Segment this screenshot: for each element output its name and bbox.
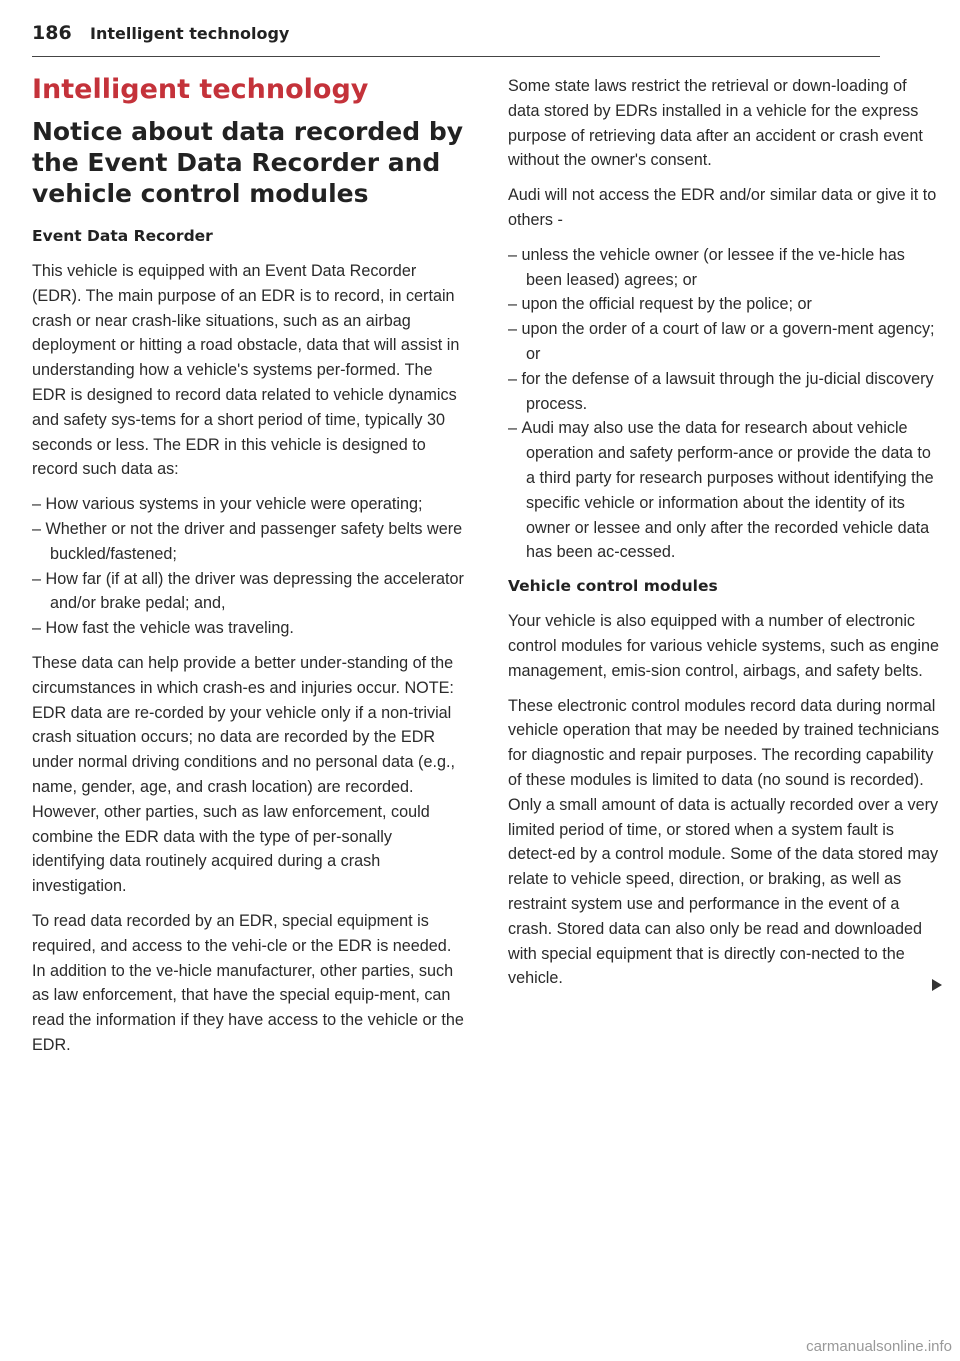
access-conditions-list — [508, 243, 942, 565]
edr-data-list — [32, 492, 466, 641]
right-column — [508, 74, 942, 1001]
edr-purpose-paragraph: These data can help provide a better under-standing of the circumstances in which crash-es and injuries occur. NOTE: EDR data are re-corded by your vehicle only if a non-trivial crash situation occurs; no data are recorded by the EDR under normal driving conditions and no personal data (e.g., name, gender, age, and crash location) are recorded. However, other parties, such as law enforcement, could combine the EDR data with the type of per-sonally identifying data routinely acquired during a crash investigation. — [32, 653, 455, 896]
list-item: – Audi may also use the data for research about vehicle operation and safety perform-ance or provide the data to a third party for research purposes without identifying the specific vehicle or information about the identity of its owner or lessee and only after the recorded vehicle data has been ac-cessed. — [508, 416, 942, 565]
vcm-intro-paragraph: Your vehicle is also equipped with a number of electronic control modules for various vehicle systems, such as engine management, emis-sion control, airbags, and safety belts. — [508, 612, 939, 680]
chapter-title: Intelligent technology — [32, 74, 369, 105]
list-item: – How fast the vehicle was traveling. — [32, 616, 466, 641]
edr-intro-paragraph: This vehicle is equipped with an Event Data Recorder (EDR). The main purpose of an EDR is to record, in certain crash or near crash-like situations, such as an airbag deployment or hitting a road obstacle, data that will assist in understanding how a vehicle's systems per-formed. The EDR is designed to record data related to vehicle dynamics and safety sys-tems for a short period of time, typically 30 seconds or less. The EDR in this vehicle is designed to record such data as: — [32, 262, 460, 479]
page-number: 186 — [32, 22, 72, 44]
list-item: – for the defense of a lawsuit through the ju-dicial discovery process. — [508, 367, 942, 417]
list-item: – upon the official request by the police; or — [508, 292, 942, 317]
watermark: carmanualsonline.info — [806, 1338, 952, 1355]
left-column — [32, 74, 466, 1068]
continued-arrow-icon — [932, 979, 942, 991]
list-item: – unless the vehicle owner (or lessee if the ve-hicle has been leased) agrees; or — [508, 243, 942, 293]
edr-heading: Event Data Recorder — [32, 227, 213, 245]
audi-access-paragraph: Audi will not access the EDR and/or similar data or give it to others - — [508, 186, 937, 229]
page-header — [32, 20, 880, 57]
list-item: – Whether or not the driver and passenger safety belts were buckled/fastened; — [32, 517, 466, 567]
state-laws-paragraph: Some state laws restrict the retrieval or down-loading of data stored by EDRs installed in a vehicle for the express purpose of retrieving data after an accident or crash event without the owner's consent. — [508, 77, 923, 170]
edr-read-paragraph: To read data recorded by an EDR, special equipment is required, and access to the vehi-cle or the EDR is needed. In addition to the ve-hicle manufacturer, other parties, such as law enforcement, that have the special equip-ment, can read the information if they have access to the vehicle or the EDR. — [32, 911, 464, 1054]
list-item: – How far (if at all) the driver was depressing the accelerator and/or brake pedal; and, — [32, 567, 466, 617]
vcm-heading: Vehicle control modules — [508, 577, 718, 596]
running-section-title: Intelligent technology — [90, 24, 290, 43]
list-item: – How various systems in your vehicle were operating; — [32, 492, 466, 517]
list-item: – upon the order of a court of law or a govern-ment agency; or — [508, 317, 942, 367]
vcm-details-wrap — [508, 694, 942, 992]
section-heading: Notice about data recorded by the Event Data Recorder and vehicle control modules — [32, 117, 464, 208]
vcm-details-paragraph: These electronic control modules record data during normal vehicle operation that may be needed by trained technicians for diagnostic and repair purposes. The recording capability of these modules is limited to data (no sound is recorded). Only a small amount of data is actually recorded over a very limited period of time, or stored when a system fault is detect-ed by a control module. Some of the data stored may relate to vehicle speed, direction, or braking, as well as restraint system use and performance in the event of a crash. Stored data can also only be read and downloaded with special equipment that is directly con-nected to the vehicle. — [508, 696, 940, 988]
